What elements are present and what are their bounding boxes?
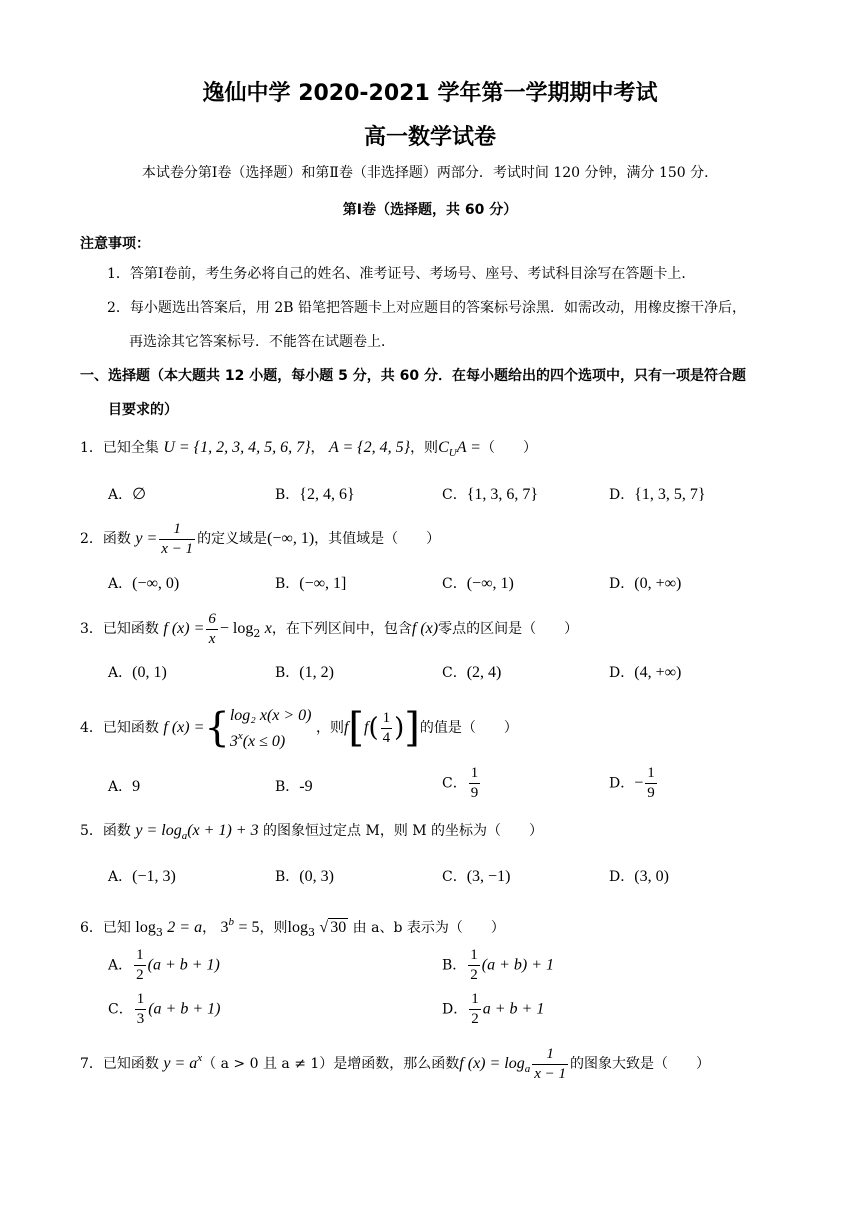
q3-option-a: A．(0, 1) xyxy=(108,664,167,681)
exam-intro: 本试卷分第Ⅰ卷（选择题）和第Ⅱ卷（非选择题）两部分．考试时间 120 分钟，满分 150 分． xyxy=(141,165,719,181)
q4-piecewise: log₂ x(x > 0) $3^x(x \le 0)$ xyxy=(229,706,312,750)
exam-subtitle: 高一数学试卷 xyxy=(363,125,496,150)
q2-option-c: C．(−∞, 1) xyxy=(442,575,514,592)
notes-heading: 注意事项： xyxy=(80,236,150,252)
q2-option-a: A．(−∞, 0) xyxy=(108,575,180,592)
q3-option-d: D．(4, +∞) xyxy=(609,664,682,681)
q3-option-c: C．(2, 4) xyxy=(442,664,502,681)
notes-item-2-line1: 2．每小题选出答案后，用 2B 铅笔把答题卡上对应题目的答案标号涂黑．如需改动，用橡皮擦干净后， xyxy=(107,300,747,316)
q1-complement: $C_UA$ = xyxy=(438,439,481,459)
q6-option-c: C． $\frac{1}{3}$ (a + b + 1) xyxy=(108,991,221,1027)
q1-answer-paren: （ ） xyxy=(480,440,537,456)
q2-option-d: D．(0, +∞) xyxy=(609,575,682,592)
q1-set-a: A = {2, 4, 5} xyxy=(328,439,411,456)
notes-item-2-line2: 再选涂其它答案标号．不能答在试题卷上． xyxy=(129,334,395,350)
q3-option-b: B．(1, 2) xyxy=(275,664,334,681)
q1-universal-set: U = {1, 2, 3, 4, 5, 6, 7} xyxy=(163,439,311,456)
question-1: 1．已知全集 U = {1, 2, 3, 4, 5, 6, 7}， A = {2, 4, 5}，则$C_UA$ =（ ） xyxy=(80,439,537,459)
q6-option-d: D． $\frac{1}{2}$ a + b + 1 xyxy=(442,991,545,1027)
q2-option-b: B．(−∞, 1] xyxy=(275,575,347,592)
q6-option-a: A． $\frac{1}{2}$ (a + b + 1) xyxy=(108,947,220,983)
question-2: 2．函数 y = $\frac{1}{x - 1}$ 的定义域是(−∞, 1)，其值域是（ ） xyxy=(80,520,441,557)
q4-option-d: D．− $\frac{1}{9}$ xyxy=(609,765,655,801)
q2-fraction: $\frac{1}{x - 1}$ xyxy=(161,520,194,557)
section1-heading-line1: 一、选择题（本大题共 12 小题，每小题 5 分，共 60 分．在每小题给出的四个选项中，只有一项是符合题 xyxy=(80,368,746,384)
question-5: 5．函数 $y = \log_a(x + 1) + 3$ 的图象恒过定点 M，则 M 的坐标为（ ） xyxy=(80,822,544,842)
q4-option-b: B．-9 xyxy=(275,778,313,795)
q7-fraction: $\frac{1}{x - 1}$ xyxy=(534,1045,567,1082)
q6-option-b: B． $\frac{1}{2}$ (a + b) + 1 xyxy=(442,947,555,983)
q3-fraction: $\frac{6}{x}$ xyxy=(208,610,216,647)
q1-mid: ，则 xyxy=(410,440,439,456)
q5-option-b: B．(0, 3) xyxy=(275,868,334,885)
part1-heading: 第Ⅰ卷（选择题，共 60 分） xyxy=(342,202,518,218)
q5-option-c: C．(3, −1) xyxy=(442,868,511,885)
question-6: 6．已知 $\log_3 2 = a$， 3$^b$ = 5，则$\log_3$ √ 30 由 a、b 表示为（ ） xyxy=(80,916,505,939)
q1-option-b: B．{2, 4, 6} xyxy=(275,486,355,503)
question-7: 7．已知函数 $y = a^x$（ a > 0 且 a ≠ 1）是增函数，那么函数f $(x) = \log_a$ $\frac{1}{x - 1}$ 的图象大致是（ ） xyxy=(80,1045,711,1082)
q5-option-a: A．(−1, 3) xyxy=(108,868,176,885)
q1-option-c: C．{1, 3, 6, 7} xyxy=(442,486,539,503)
q1-number: 1． xyxy=(80,440,103,456)
q1-pre: 已知全集 xyxy=(102,440,159,456)
question-3: 3．已知函数 f (x) = $\frac{6}{x}$ − $\log_2 x$，在下列区间中，包含f (x)零点的区间是（ ） xyxy=(80,610,579,647)
section1-heading-line2: 目要求的） xyxy=(108,402,178,418)
q5-option-d: D．(3, 0) xyxy=(609,868,669,885)
exam-title: 逸仙中学 2020-2021 学年第一学期期中考试 xyxy=(202,81,658,106)
notes-item-1: 1．答第Ⅰ卷前，考生务必将自己的姓名、准考证号、考场号、座号、考试科目涂写在答题卡上． xyxy=(107,266,696,282)
q4-fraction: $\frac{1}{4}$ xyxy=(382,709,391,746)
q1-option-d: D．{1, 3, 5, 7} xyxy=(609,486,706,503)
q1-option-a: A．∅ xyxy=(108,486,147,503)
q4-option-a: A．9 xyxy=(108,778,141,795)
q4-option-c: C． $\frac{1}{9}$ xyxy=(442,765,479,801)
question-4: 4．已知函数 f (x) ={ log₂ x(x > 0) $3^x(x \le 0)$ ，则f[f( $\frac{1}{4}$ )]的值是（ ） xyxy=(80,705,518,751)
